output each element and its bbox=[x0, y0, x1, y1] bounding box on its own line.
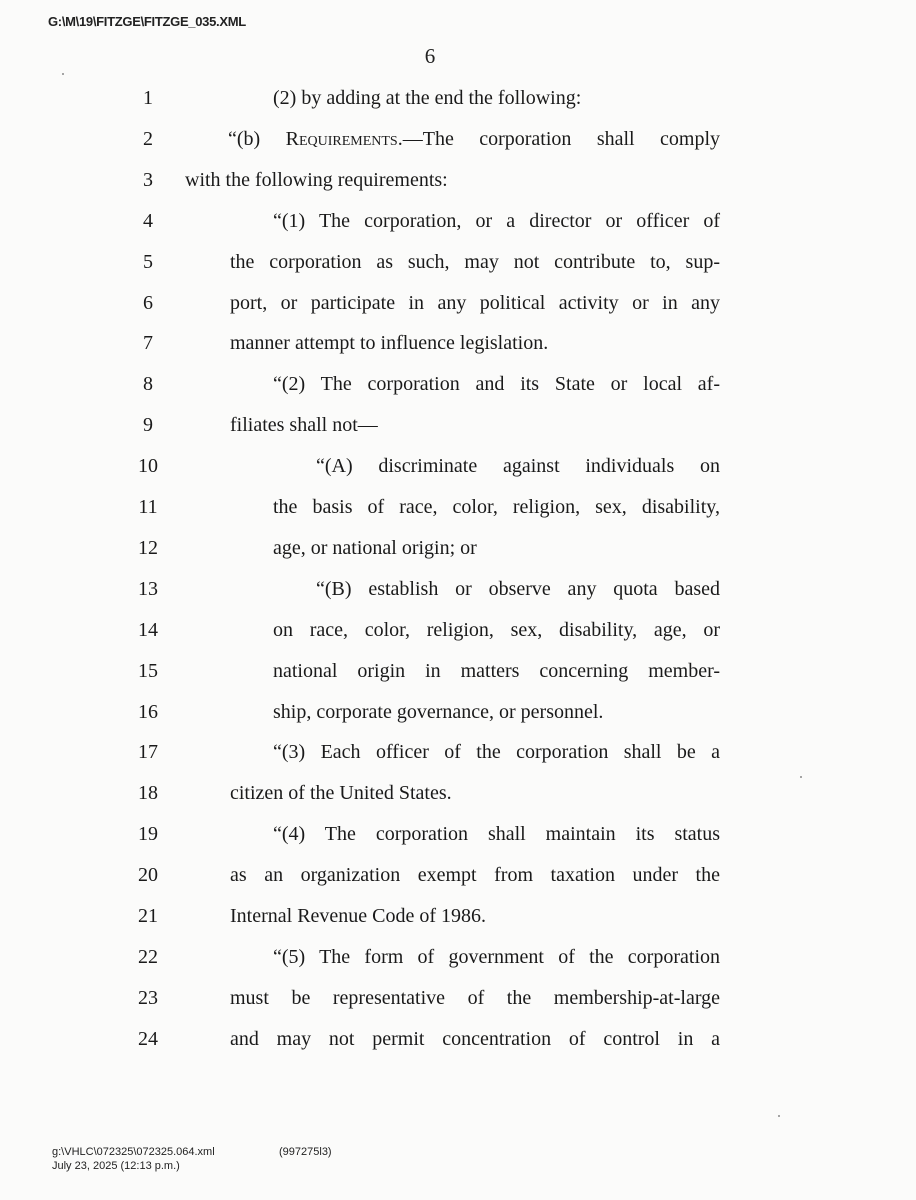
line-number: 20 bbox=[138, 864, 158, 887]
bill-line bbox=[0, 451, 916, 481]
line-text-suffix: .—The corporation shall comply bbox=[397, 127, 720, 150]
page-number: 6 bbox=[424, 44, 436, 68]
bill-line bbox=[0, 656, 916, 686]
footer-document-code: (997275l3) bbox=[279, 1146, 332, 1158]
line-number: 22 bbox=[138, 945, 158, 968]
bill-line bbox=[0, 697, 916, 727]
line-number: 9 bbox=[143, 414, 153, 437]
line-number: 1 bbox=[143, 87, 153, 109]
bill-line bbox=[0, 983, 916, 1013]
line-text: “(B) establish or observe any quota based bbox=[316, 577, 720, 600]
bill-line bbox=[0, 737, 916, 767]
line-number: 3 bbox=[143, 168, 153, 191]
line-text: national origin in matters concerning member- bbox=[273, 659, 720, 682]
line-text-prefix: “(b) bbox=[228, 127, 286, 150]
line-text: as an organization exempt from taxation under the bbox=[230, 864, 720, 887]
scan-speck bbox=[800, 776, 802, 778]
line-number: 19 bbox=[138, 823, 158, 846]
line-text: manner attempt to influence legislation. bbox=[230, 332, 549, 355]
footer-file-path: g:\VHLC\072325\072325.064.xml bbox=[52, 1146, 215, 1158]
line-number: 7 bbox=[143, 332, 153, 355]
line-number: 17 bbox=[138, 741, 158, 764]
line-number: 2 bbox=[143, 127, 153, 150]
line-text bbox=[228, 124, 720, 154]
bill-line bbox=[0, 247, 916, 277]
line-number: 18 bbox=[138, 782, 158, 805]
section-heading: Requirements bbox=[285, 127, 398, 150]
scan-speck bbox=[62, 73, 64, 75]
bill-line bbox=[0, 1024, 916, 1054]
line-number: 10 bbox=[138, 455, 158, 478]
line-number: 11 bbox=[138, 496, 158, 518]
line-text: port, or participate in any political activity or in any bbox=[230, 291, 720, 314]
bill-line bbox=[0, 83, 916, 113]
line-text: (2) by adding at the end the following: bbox=[273, 87, 582, 109]
line-number: 21 bbox=[138, 905, 158, 927]
bill-line bbox=[0, 206, 916, 236]
bill-line bbox=[0, 819, 916, 849]
line-text: the corporation as such, may not contribute to, sup- bbox=[230, 250, 720, 273]
line-number: 8 bbox=[143, 373, 153, 396]
file-path-header: G:\M\19\FITZGE\FITZGE_035.XML bbox=[48, 14, 246, 29]
scan-speck bbox=[778, 1115, 780, 1117]
line-number: 15 bbox=[138, 659, 158, 682]
bill-line bbox=[0, 533, 916, 563]
line-text: “(1) The corporation, or a director or officer of bbox=[273, 209, 720, 232]
line-text: Internal Revenue Code of 1986. bbox=[230, 905, 487, 927]
line-text: citizen of the United States. bbox=[230, 782, 452, 805]
line-number: 16 bbox=[138, 700, 158, 723]
line-text: with the following requirements: bbox=[185, 168, 448, 191]
bill-line bbox=[0, 778, 916, 808]
line-text: “(5) The form of government of the corporation bbox=[273, 945, 720, 968]
line-text: must be representative of the membership-at-large bbox=[230, 986, 720, 1009]
line-number: 5 bbox=[143, 250, 153, 273]
line-text: filiates shall not— bbox=[230, 414, 378, 437]
line-number: 13 bbox=[138, 577, 158, 600]
line-number: 24 bbox=[138, 1027, 158, 1050]
line-number: 12 bbox=[138, 536, 158, 559]
footer-date: July 23, 2025 (12:13 p.m.) bbox=[52, 1160, 180, 1172]
bill-line bbox=[0, 574, 916, 604]
bill-line bbox=[0, 165, 916, 195]
line-text: the basis of race, color, religion, sex, disability, bbox=[273, 496, 720, 518]
line-text: “(A) discriminate against individuals on bbox=[316, 455, 720, 478]
line-number: 23 bbox=[138, 986, 158, 1009]
bill-line bbox=[0, 901, 916, 931]
bill-line bbox=[0, 942, 916, 972]
bill-line bbox=[0, 860, 916, 890]
line-text: “(2) The corporation and its State or local af- bbox=[273, 373, 720, 396]
line-text: on race, color, religion, sex, disability, age, or bbox=[273, 618, 720, 641]
line-text: ship, corporate governance, or personnel. bbox=[273, 700, 604, 723]
bill-line bbox=[0, 328, 916, 358]
line-text: age, or national origin; or bbox=[273, 536, 477, 559]
bill-line bbox=[0, 288, 916, 318]
bill-line bbox=[0, 124, 916, 154]
bill-line bbox=[0, 369, 916, 399]
footer-file-info bbox=[52, 1145, 215, 1173]
line-text: “(3) Each officer of the corporation shall be a bbox=[273, 741, 720, 764]
line-text: and may not permit concentration of control in a bbox=[230, 1027, 720, 1050]
line-number: 6 bbox=[143, 291, 153, 314]
line-number: 14 bbox=[138, 618, 158, 641]
bill-line bbox=[0, 492, 916, 522]
line-text: “(4) The corporation shall maintain its status bbox=[273, 823, 720, 846]
bill-line bbox=[0, 615, 916, 645]
line-number: 4 bbox=[143, 209, 153, 232]
bill-line bbox=[0, 410, 916, 440]
